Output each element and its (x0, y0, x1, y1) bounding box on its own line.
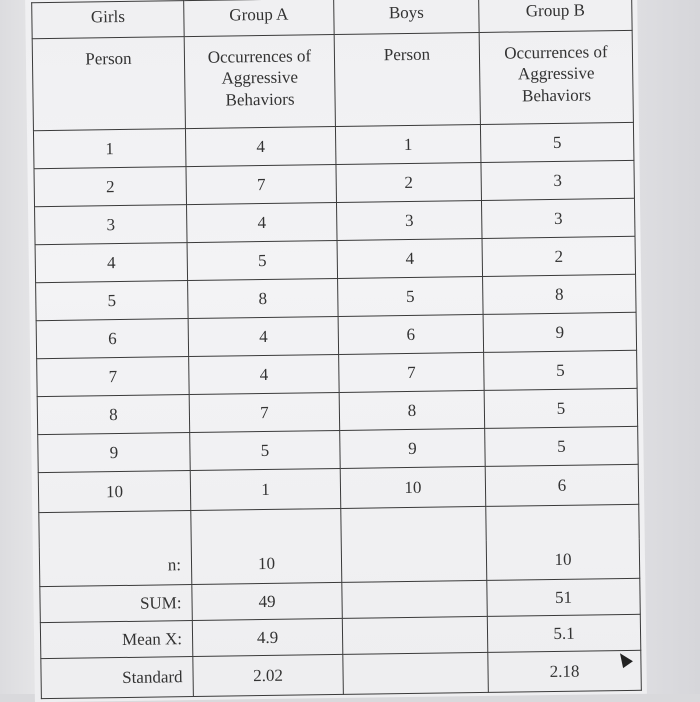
group-b-cell: 5 (484, 350, 638, 390)
group-a-cell: 4 (185, 126, 336, 166)
summary-row-sd (41, 650, 642, 698)
girl-person-cell: 6 (36, 319, 189, 359)
group-b-cell: 5 (484, 388, 638, 428)
group-b-cell: 6 (485, 464, 639, 506)
boy-person-cell: 6 (338, 314, 484, 354)
blank-cell (191, 508, 341, 544)
mean-boys-blank (342, 616, 487, 654)
blank-cell (341, 506, 486, 542)
girl-person-cell: 7 (37, 357, 190, 397)
sd-label: Standard (41, 657, 194, 699)
blank-cell (39, 511, 191, 547)
group-b-cell: 5 (485, 426, 639, 466)
boy-person-cell: 3 (336, 200, 482, 240)
group-b-cell: 2 (482, 236, 636, 276)
group-a-cell: 5 (187, 240, 338, 280)
group-a-cell: 4 (187, 202, 338, 242)
group-a-cell: 7 (189, 392, 340, 432)
group-a-cell: 7 (186, 164, 337, 204)
boy-person-cell: 10 (340, 466, 486, 508)
group-a-cell: 4 (189, 354, 340, 394)
sum-group-b: 51 (487, 578, 640, 616)
group-b-cell: 5 (480, 122, 634, 162)
subheader-person-boys: Person (334, 32, 480, 126)
mean-group-b: 5.1 (487, 614, 640, 652)
mean-label: Mean X: (40, 621, 192, 659)
girl-person-cell: 5 (36, 281, 189, 321)
mean-group-a: 4.9 (192, 618, 342, 656)
header-group-a: Group A (184, 0, 334, 37)
group-a-cell: 5 (190, 430, 341, 470)
boy-person-cell: 2 (336, 162, 482, 202)
subheader-row (32, 30, 633, 130)
header-group-b: Group B (479, 0, 632, 32)
blank-cell (486, 504, 639, 540)
sum-label: SUM: (40, 585, 192, 623)
girl-person-cell: 2 (34, 167, 187, 207)
n-group-a: 10 (191, 542, 342, 584)
subheader-occurrences-b: Occurrences of Aggressive Behaviors (479, 30, 633, 124)
sd-group-b: 2.18 (488, 650, 642, 692)
header-boys: Boys (334, 0, 479, 34)
girl-person-cell: 8 (37, 395, 190, 435)
boy-person-cell: 7 (339, 352, 485, 392)
worksheet-paper (25, 0, 647, 702)
boy-person-cell: 5 (338, 276, 484, 316)
n-label: n: (39, 545, 192, 587)
group-b-cell: 9 (483, 312, 637, 352)
girl-person-cell: 10 (38, 471, 191, 513)
subheader-person-girls: Person (32, 37, 185, 131)
girl-person-cell: 4 (35, 243, 188, 283)
group-b-cell: 3 (481, 198, 635, 238)
n-boys-blank (341, 540, 487, 582)
boy-person-cell: 4 (337, 238, 483, 278)
boy-person-cell: 1 (335, 124, 481, 164)
boy-person-cell: 9 (340, 428, 486, 468)
group-a-cell: 4 (188, 316, 339, 356)
header-girls: Girls (32, 1, 184, 39)
n-group-b: 10 (486, 538, 640, 580)
sd-group-a: 2.02 (193, 654, 344, 696)
group-b-cell: 3 (481, 160, 635, 200)
subheader-occurrences-a: Occurrences of Aggressive Behaviors (184, 34, 335, 128)
girl-person-cell: 9 (38, 433, 191, 473)
sd-boys-blank (343, 652, 489, 694)
group-a-cell: 8 (188, 278, 339, 318)
sum-group-a: 49 (192, 582, 342, 620)
group-b-cell: 8 (483, 274, 637, 314)
sum-boys-blank (342, 580, 487, 618)
boy-person-cell: 8 (339, 390, 485, 430)
group-a-cell: 1 (190, 468, 341, 510)
girl-person-cell: 3 (35, 205, 188, 245)
aggression-data-table (31, 0, 642, 699)
girl-person-cell: 1 (33, 129, 186, 169)
